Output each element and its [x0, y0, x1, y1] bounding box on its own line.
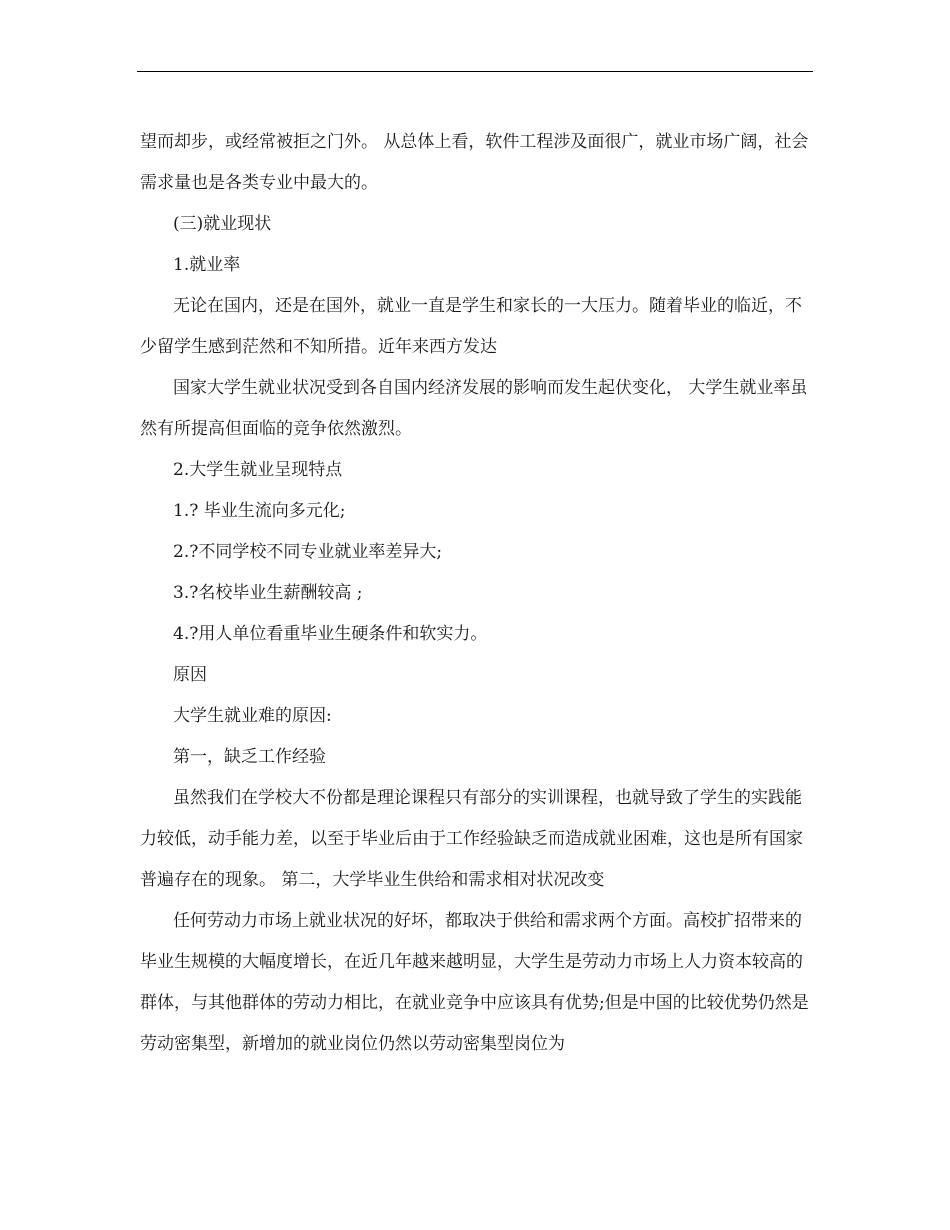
- section-heading: (三)就业现状: [173, 214, 272, 234]
- subsection-heading: 1.就业率: [173, 255, 241, 275]
- subsection-heading: 2.大学生就业呈现特点: [173, 460, 343, 480]
- document-body: [140, 122, 812, 1065]
- list-item: 4.?用人单位看重毕业生硬条件和软实力。: [173, 624, 488, 644]
- paragraph: 大学生就业难的原因:: [173, 706, 332, 726]
- paragraph: 虽然我们在学校大不份都是理论课程只有部分的实训课程，也就导致了学生的实践能力较低，动手能力差，以至于毕业后由于工作经验缺乏而造成就业困难，这也是所有国家普遍存在的现象。 第二，大学毕业生供给和需求相对状况改变: [140, 788, 803, 890]
- subsection-heading: 第一，缺乏工作经验: [173, 747, 326, 767]
- list-item: 2.?不同学校不同专业就业率差异大;: [173, 542, 443, 562]
- header-rule: [137, 71, 813, 72]
- paragraph: 国家大学生就业状况受到各自国内经济发展的影响而发生起伏变化， 大学生就业率虽然有所提高但面临的竞争依然激烈。: [140, 378, 808, 439]
- section-heading: 原因: [173, 665, 207, 685]
- paragraph: 任何劳动力市场上就业状况的好坏，都取决于供给和需求两个方面。高校扩招带来的毕业生规模的大幅度增长，在近几年越来越明显，大学生是劳动力市场上人力资本较高的群体，与其他群体的劳动力相比，在就业竞争中应该具有优势;但是中国的比较优势仍然是劳动密集型，新增加的就业岗位仍然以劳动密集型岗位为: [140, 911, 809, 1054]
- list-item: 3.?名校毕业生薪酬较高 ;: [173, 583, 363, 603]
- paragraph: 无论在国内，还是在国外，就业一直是学生和家长的一大压力。随着毕业的临近，不少留学生感到茫然和不知所措。近年来西方发达: [140, 296, 802, 357]
- list-item: 1.? 毕业生流向多元化;: [173, 501, 346, 521]
- paragraph: 望而却步，或经常被拒之门外。 从总体上看，软件工程涉及面很广，就业市场广阔，社会需求量也是各类专业中最大的。: [140, 132, 809, 193]
